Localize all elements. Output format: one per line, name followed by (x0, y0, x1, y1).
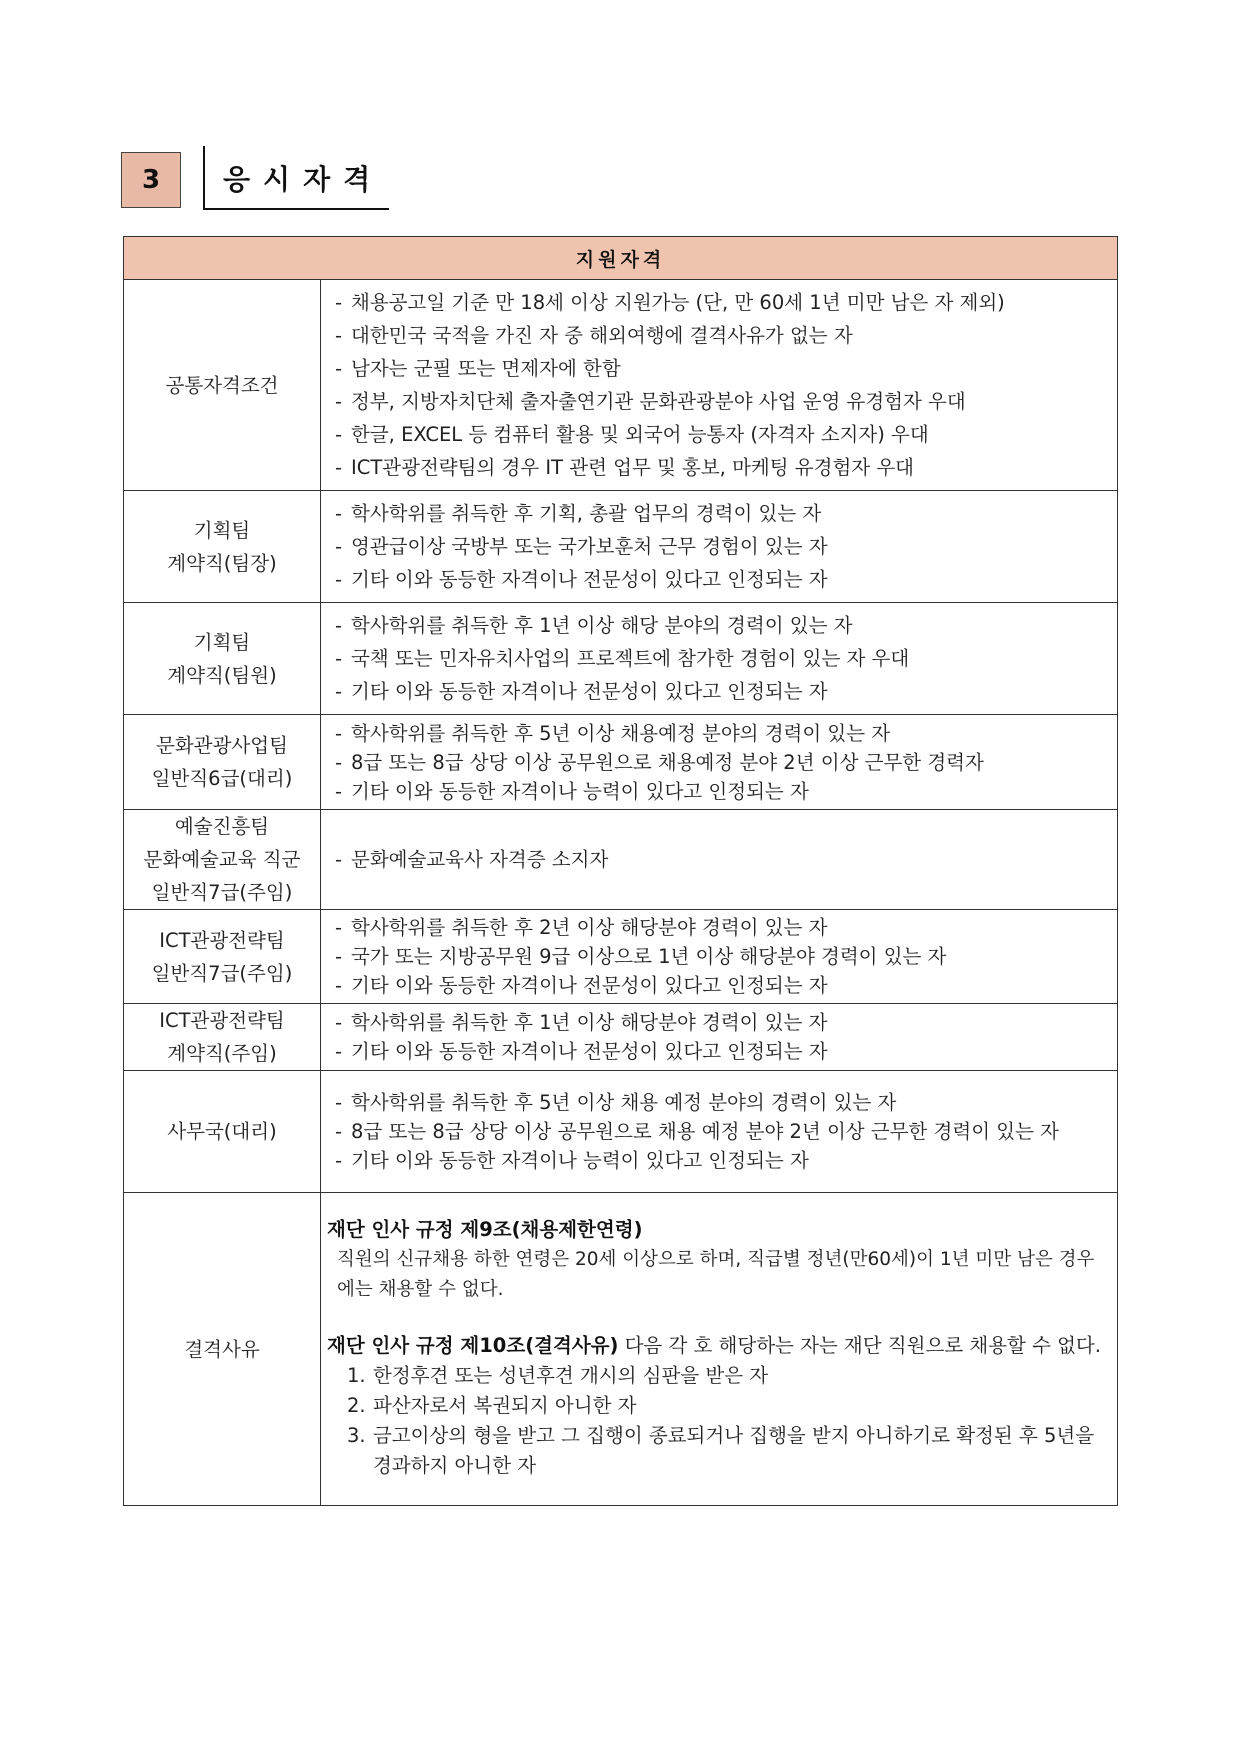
table-row (124, 810, 1118, 910)
dash-marker: - (335, 1091, 343, 1114)
list-item-text: 남자는 군필 또는 면제자에 한함 (351, 357, 621, 380)
row-label-line: 계약직(팀장) (167, 551, 277, 575)
article9-text: 직원의 신규채용 하한 연령은 20세 이상으로 하며, 직급별 정년(만60세)이 1년 미만 남은 경우에는 채용할 수 없다. (337, 1249, 1095, 1300)
list-item (335, 609, 1103, 642)
row-label-line: 예술진흥팀 (174, 815, 270, 838)
list-item-text: 학사학위를 취득한 후 5년 이상 채용 예정 분야의 경력이 있는 자 (351, 1091, 897, 1114)
list-item-text: 기타 이와 동등한 자격이나 전문성이 있다고 인정되는 자 (351, 974, 828, 997)
article10-text: 다음 각 호 해당하는 자는 재단 직원으로 채용할 수 없다. (618, 1334, 1101, 1357)
row-label-line: ICT관광전략팀 (159, 928, 285, 952)
dash-marker: - (335, 568, 343, 591)
item-text: 파산자로서 복권되지 아니한 자 (373, 1394, 637, 1417)
list-item-text: 학사학위를 취득한 후 1년 이상 해당 분야의 경력이 있는 자 (351, 614, 853, 637)
dash-marker: - (335, 1120, 343, 1143)
list-item-text: 기타 이와 동등한 자격이나 전문성이 있다고 인정되는 자 (351, 568, 828, 591)
list-item (335, 319, 1103, 352)
list-item-text: 대한민국 국적을 가진 자 중 해외여행에 결격사유가 없는 자 (351, 324, 853, 347)
item-number: 2. (347, 1394, 366, 1417)
list-item (335, 777, 1103, 806)
list-item-text: ICT관광전략팀의 경우 IT 관련 업무 및 홍보, 마케팅 유경험자 우대 (351, 456, 915, 479)
row-label-line: 사무국(대리) (167, 1120, 277, 1143)
list-item-text: 기타 이와 동등한 자격이나 능력이 있다고 인정되는 자 (351, 779, 809, 803)
dash-marker: - (335, 535, 343, 558)
table-row (124, 1071, 1118, 1193)
item-number: 3. (347, 1424, 366, 1447)
dash-marker: - (335, 423, 343, 446)
list-item (335, 642, 1103, 675)
list-item-text: 한글, EXCEL 등 컴퓨터 활용 및 외국어 능통자 (자격자 소지자) 우대 (351, 423, 929, 446)
dash-marker: - (335, 945, 343, 968)
list-item (335, 418, 1103, 451)
list-item (335, 286, 1103, 319)
article10-title: 재단 인사 규정 제10조(결격사유) (327, 1334, 619, 1357)
spacer (327, 1305, 1103, 1331)
article10 (327, 1331, 1103, 1361)
table-row (124, 280, 1118, 491)
table-row-disqualification (124, 1193, 1118, 1506)
list-item (335, 1008, 1103, 1037)
list-item (335, 385, 1103, 418)
dash-marker: - (335, 357, 343, 380)
item-text: 한정후견 또는 성년후견 개시의 심판을 받은 자 (373, 1364, 769, 1387)
row-content (321, 1004, 1118, 1071)
list-item (335, 530, 1103, 563)
list-item-text: 학사학위를 취득한 후 기획, 총괄 업무의 경력이 있는 자 (351, 502, 822, 525)
row-content (321, 491, 1118, 603)
list-item-text: 8급 또는 8급 상당 이상 공무원으로 채용예정 분야 2년 이상 근무한 경력자 (351, 750, 984, 774)
item-text: 금고이상의 형을 받고 그 집행이 종료되거나 집행을 받지 아니하기로 확정된 후 5년을 경과하지 아니한 자 (373, 1424, 1095, 1477)
table-row (124, 910, 1118, 1004)
row-content (321, 603, 1118, 715)
dash-marker: - (335, 647, 343, 670)
row-label-line: 기획팀 (193, 630, 251, 654)
list-item-text: 학사학위를 취득한 후 1년 이상 해당분야 경력이 있는 자 (351, 1011, 828, 1034)
disqualification-item (327, 1421, 1103, 1481)
row-label-line: 문화예술교육 직군 (143, 848, 301, 871)
dash-marker: - (335, 1011, 343, 1034)
disqualification-content (321, 1193, 1118, 1506)
row-label-line: 계약직(주임) (167, 1042, 277, 1065)
dash-marker: - (335, 502, 343, 525)
list-item (335, 942, 1103, 971)
list-item-text: 정부, 지방자치단체 출자출연기관 문화관광분야 사업 운영 유경험자 우대 (351, 390, 966, 413)
row-label-line: 일반직6급(대리) (151, 767, 293, 790)
row-label-line: 계약직(팀원) (167, 663, 277, 687)
dash-marker: - (335, 916, 343, 939)
list-item-text: 기타 이와 동등한 자격이나 전문성이 있다고 인정되는 자 (351, 1040, 828, 1063)
row-label-line: 일반직7급(주임) (151, 881, 293, 904)
dash-marker: - (335, 680, 343, 703)
row-content (321, 280, 1118, 491)
list-item (335, 1117, 1103, 1146)
row-content (321, 910, 1118, 1004)
dash-marker: - (335, 721, 343, 745)
list-item (335, 1088, 1103, 1117)
row-label-line: 기획팀 (193, 518, 251, 542)
table-row (124, 1004, 1118, 1071)
dash-marker: - (335, 779, 343, 803)
row-label (124, 491, 321, 603)
dash-marker: - (335, 974, 343, 997)
row-label (124, 280, 321, 491)
disqualification-item (327, 1391, 1103, 1421)
dash-marker: - (335, 1040, 343, 1063)
list-item-text: 기타 이와 동등한 자격이나 능력이 있다고 인정되는 자 (351, 1149, 809, 1172)
list-item (335, 719, 1103, 748)
row-label (124, 603, 321, 715)
list-item (335, 451, 1103, 484)
row-label (124, 715, 321, 810)
dash-marker: - (335, 848, 343, 871)
list-item-text: 학사학위를 취득한 후 5년 이상 채용예정 분야의 경력이 있는 자 (351, 721, 891, 745)
row-label (124, 1071, 321, 1193)
row-label: 결격사유 (124, 1193, 321, 1506)
dash-marker: - (335, 324, 343, 347)
list-item-text: 채용공고일 기준 만 18세 이상 지원가능 (단, 만 60세 1년 미만 남은 자 제외) (351, 291, 1005, 314)
list-item (335, 1037, 1103, 1066)
dash-marker: - (335, 390, 343, 413)
list-item (335, 913, 1103, 942)
list-item-text: 학사학위를 취득한 후 2년 이상 해당분야 경력이 있는 자 (351, 916, 828, 939)
list-item (335, 843, 1103, 876)
list-item (335, 497, 1103, 530)
qualification-table (123, 236, 1118, 1506)
disqualification-item (327, 1361, 1103, 1391)
section-title-box (203, 146, 389, 210)
list-item-text: 국책 또는 민자유치사업의 프로젝트에 참가한 경험이 있는 자 우대 (351, 647, 910, 670)
table-header: 지원자격 (124, 237, 1118, 280)
list-item (335, 352, 1103, 385)
table-row (124, 491, 1118, 603)
row-label-line: 문화관광사업팀 (156, 734, 288, 757)
row-content (321, 715, 1118, 810)
list-item-text: 영관급이상 국방부 또는 국가보훈처 근무 경험이 있는 자 (351, 535, 828, 558)
dash-marker: - (335, 1149, 343, 1172)
section-title: 응시자격 (223, 163, 384, 196)
dash-marker: - (335, 614, 343, 637)
article9-title: 재단 인사 규정 제9조(채용제한연령) (327, 1218, 643, 1241)
list-item-text: 기타 이와 동등한 자격이나 전문성이 있다고 인정되는 자 (351, 680, 828, 703)
item-number: 1. (347, 1364, 366, 1387)
row-label (124, 1004, 321, 1071)
list-item (335, 1146, 1103, 1175)
list-item (335, 971, 1103, 1000)
row-content (321, 810, 1118, 910)
list-item (335, 675, 1103, 708)
row-label-line: ICT관광전략팀 (159, 1009, 285, 1032)
list-item-text: 8급 또는 8급 상당 이상 공무원으로 채용 예정 분야 2년 이상 근무한 경력이 있는 자 (351, 1120, 1059, 1143)
list-item-text: 국가 또는 지방공무원 9급 이상으로 1년 이상 해당분야 경력이 있는 자 (351, 945, 947, 968)
dash-marker: - (335, 750, 343, 774)
table-row (124, 603, 1118, 715)
list-item (335, 748, 1103, 777)
table-row (124, 715, 1118, 810)
row-label-line: 일반직7급(주임) (151, 961, 293, 985)
list-item (335, 563, 1103, 596)
list-item-text: 문화예술교육사 자격증 소지자 (351, 848, 609, 871)
row-label (124, 910, 321, 1004)
row-content (321, 1071, 1118, 1193)
dash-marker: - (335, 456, 343, 479)
dash-marker: - (335, 291, 343, 314)
row-label (124, 810, 321, 910)
section-number: 3 (121, 152, 181, 208)
row-label-line: 공통자격조건 (165, 373, 279, 397)
